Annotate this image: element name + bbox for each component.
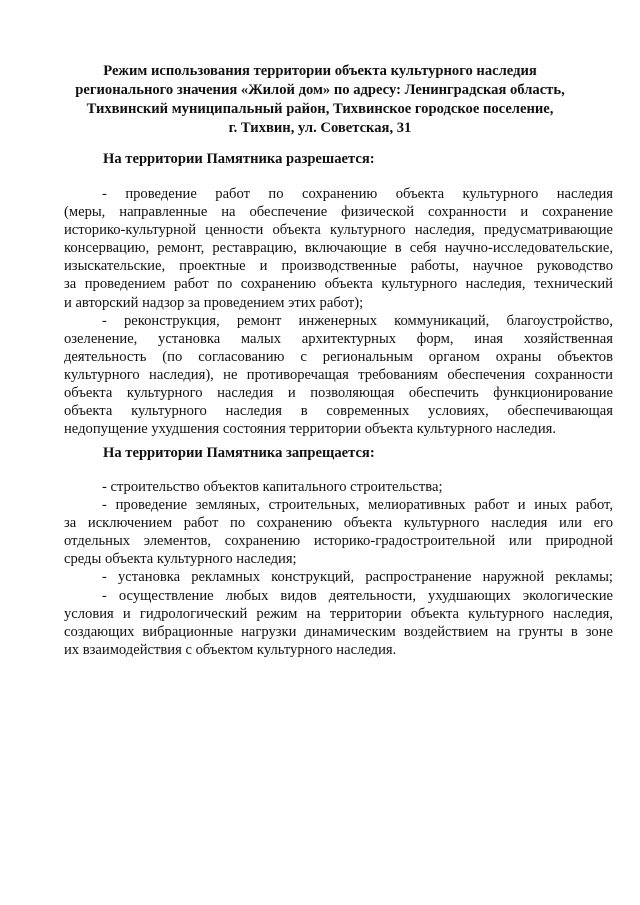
text-line: - строительство объектов капитального строительства;: [102, 479, 443, 495]
text-line: их взаимодействия с объектом культурного наследия.: [64, 641, 397, 658]
text-line: - проведение работ по сохранению объекта культурного наследия: [102, 186, 613, 202]
text-line: историко-культурной ценности объекта культурного наследия, предусматривающие: [64, 222, 613, 239]
text-line: за проведением работ по сохранению объекта культурного наследия, технический: [64, 276, 613, 293]
title-line: Режим использования территории объекта культурного наследия: [103, 63, 537, 79]
title-line: г. Тихвин, ул. Советская, 31: [228, 120, 412, 136]
text-line: - реконструкция, ремонт инженерных коммуникаций, благоустройство,: [102, 312, 613, 329]
text-line: (меры, направленные на обеспечение физической сохранности и сохранение: [64, 204, 613, 221]
text-line: культурного наследия), не противоречащая требованиям обеспечения сохранности: [64, 366, 613, 383]
text-line: - проведение земляных, строительных, мелиоративных работ и иных работ,: [102, 497, 613, 514]
text-line: - установка рекламных конструкций, распространение наружной рекламы;: [102, 569, 613, 586]
text-line: изыскательские, проектные и производственные работы, научное руководство: [64, 258, 613, 275]
prohibited-text: [64, 478, 613, 659]
prohibited-heading: На территории Памятника запрещается:: [103, 445, 375, 461]
title-line: регионального значения «Жилой дом» по адресу: Ленинградская область,: [75, 82, 565, 98]
text-line: отдельных элементов, сохранению историко-градостроительной или природной: [64, 533, 613, 550]
text-line: за исключением работ по сохранению объекта культурного наследия или его: [64, 515, 613, 532]
text-line: озеленение, установка малых архитектурных форм, иная хозяйственная: [64, 330, 613, 347]
text-line: среды объекта культурного наследия;: [64, 551, 297, 568]
text-line: деятельность (по согласованию с региональным органом охраны объектов: [64, 348, 613, 365]
title-line: Тихвинский муниципальный район, Тихвинское городское поселение,: [86, 101, 554, 117]
text-line: объекта культурного наследия в современных условиях, обеспечивающая: [64, 403, 613, 420]
allowed-heading: На территории Памятника разрешается:: [103, 151, 375, 167]
text-line: и авторский надзор за проведением этих работ);: [64, 294, 364, 311]
text-line: консервацию, ремонт, реставрацию, включающие в себя научно-исследовательские,: [64, 240, 613, 257]
allowed-text: [64, 185, 613, 438]
text-line: условия и гидрологический режим на территории объекта культурного наследия,: [64, 605, 613, 622]
text-line: недопущение ухудшения состояния территории объекта культурного наследия.: [64, 421, 557, 438]
text-line: - осуществление любых видов деятельности, ухудшающих экологические: [102, 587, 613, 604]
text-line: создающих вибрационные нагрузки динамическим воздействием на грунты в зоне: [64, 623, 613, 640]
document-title: [60, 62, 580, 138]
text-line: объекта культурного наследия и позволяющая обеспечить функционирование: [64, 385, 613, 402]
